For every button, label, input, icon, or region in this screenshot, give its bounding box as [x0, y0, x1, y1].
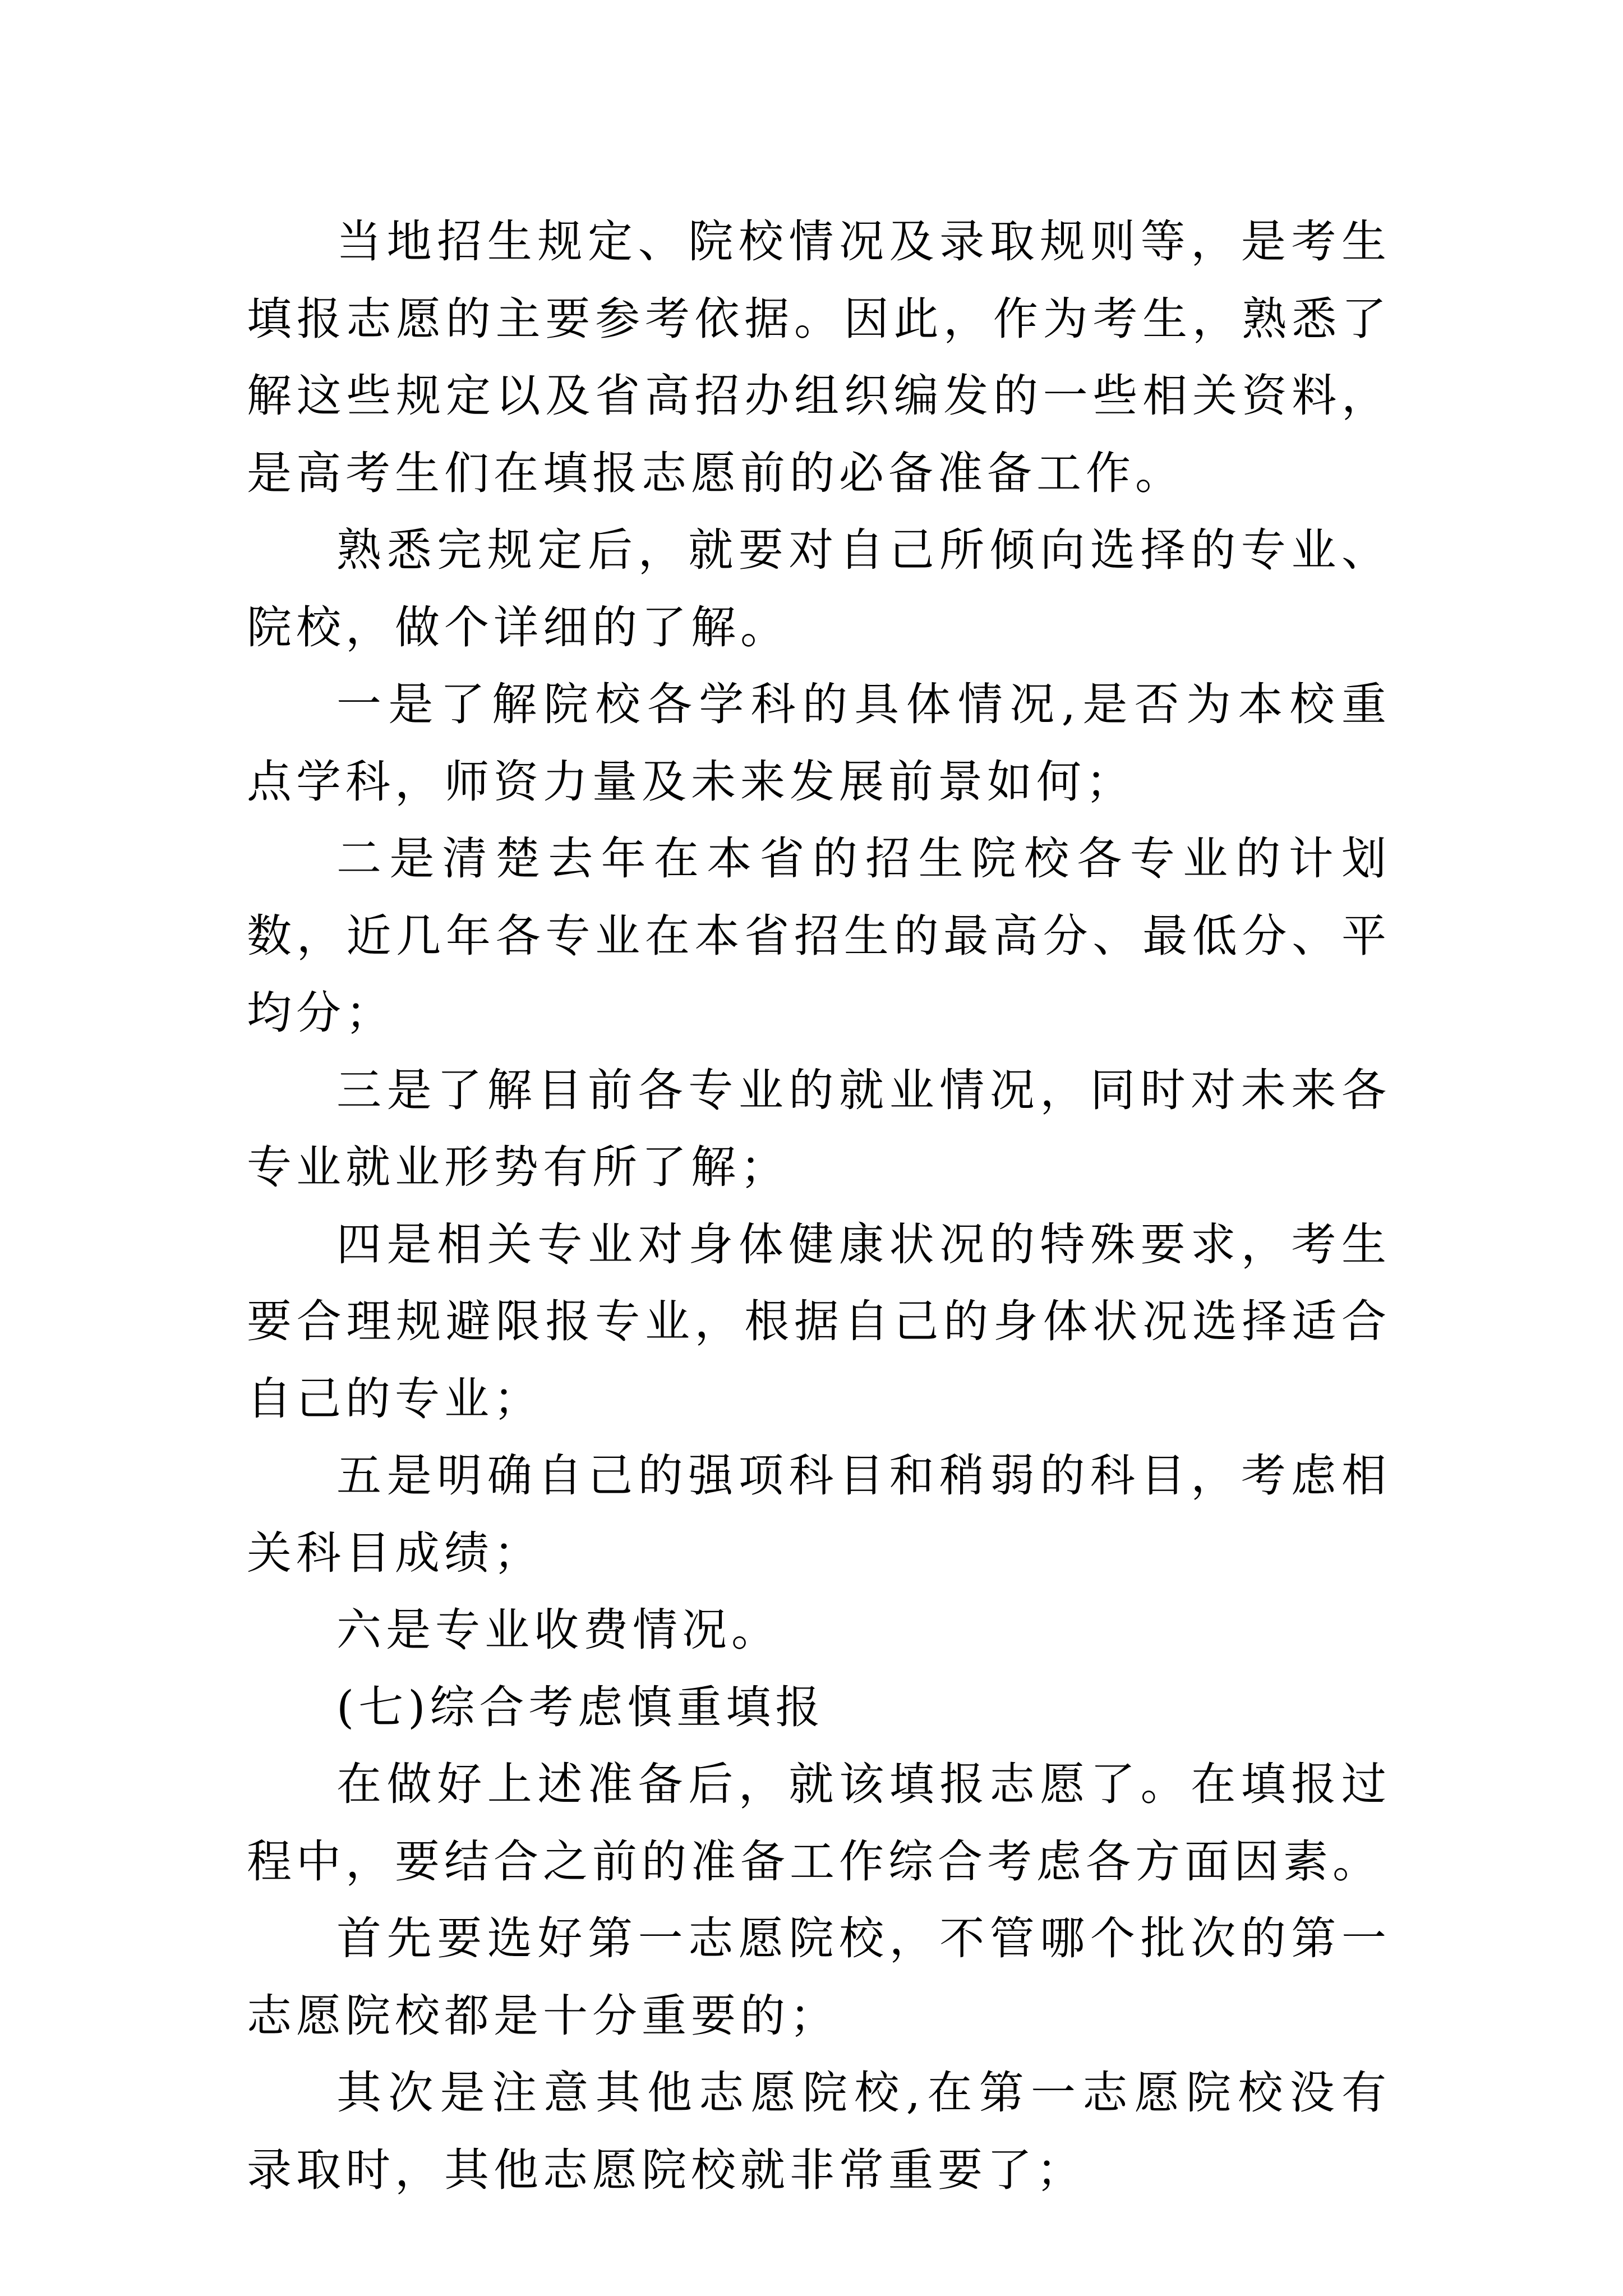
paragraph-know-majors: 熟悉完规定后，就要对自己所倾向选择的专业、院校，做个详细的了解。 — [247, 524, 1391, 654]
paragraph-admission-rules: 当地招生规定、院校情况及录取规则等，是考生填报志愿的主要参考依据。因此，作为考生，熟悉了解这些规定以及省高招办组织编发的一些相关资料，是高考生们在填报志愿前的必备准备工作。 — [247, 215, 1391, 499]
paragraph-point-three: 三是了解目前各专业的就业情况，同时对未来各专业就业形势有所了解； — [247, 1064, 1391, 1193]
paragraph-point-four: 四是相关专业对身体健康状况的特殊要求，考生要合理规避限报专业，根据自己的身体状况选择适合自己的专业； — [247, 1218, 1391, 1425]
document-body — [247, 203, 1391, 2208]
paragraph-point-one: 一是了解院校各学科的具体情况,是否为本校重点学科，师资力量及未来发展前景如何； — [247, 678, 1391, 808]
paragraph-point-two: 二是清楚去年在本省的招生院校各专业的计划数，近几年各专业在本省招生的最高分、最低分、平均分； — [247, 832, 1391, 1039]
paragraph-first-choice: 首先要选好第一志愿院校，不管哪个批次的第一志愿院校都是十分重要的； — [247, 1912, 1391, 2042]
paragraph-point-five: 五是明确自己的强项科目和稍弱的科目，考虑相关科目成绩； — [247, 1450, 1391, 1579]
paragraph-point-six: 六是专业收费情况。 — [336, 1604, 781, 1656]
paragraph-fill-in: 在做好上述准备后，就该填报志愿了。在填报过程中，要结合之前的准备工作综合考虑各方面因素。 — [247, 1758, 1391, 1888]
section-heading: (七)综合考虑慎重填报 — [336, 1681, 825, 1733]
paragraph-other-choices: 其次是注意其他志愿院校,在第一志愿院校没有录取时，其他志愿院校就非常重要了； — [247, 2067, 1391, 2196]
